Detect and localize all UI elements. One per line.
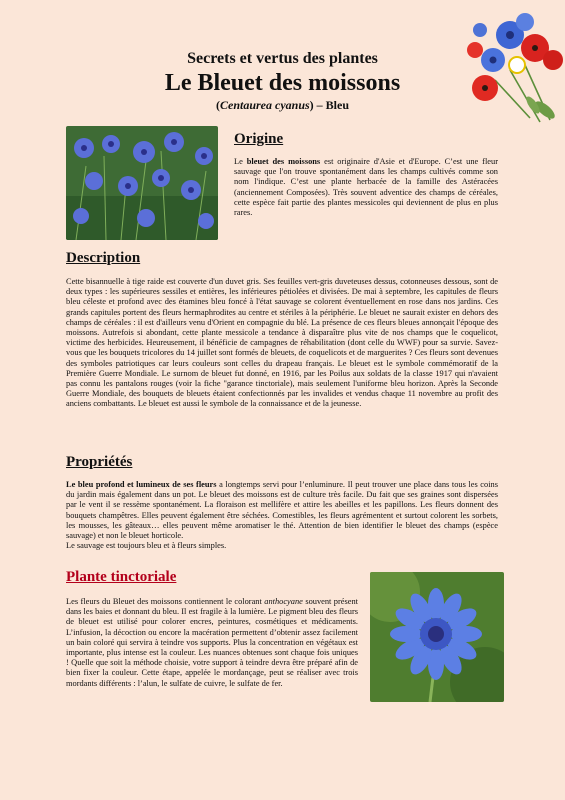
page-title: Le Bleuet des moissons <box>164 70 401 96</box>
proprietes-paragraph <box>66 480 498 551</box>
cornflower-closeup-photo <box>370 572 504 702</box>
origine-text-before: Le <box>234 157 247 166</box>
tinctoriale-paragraph <box>66 597 358 689</box>
page-header <box>0 50 565 112</box>
section-title-origine: Origine <box>234 131 284 147</box>
proprietes-bold-lead: Le bleu profond et lumineux de ses fleurs <box>66 480 217 489</box>
tinctoriale-text-after: souvent présent dans les baies et donnant du bleu. Il est fragile à la lumière. Le pigment bleu des fleurs de bleuet est utilisé pour colorer encres, peintures, cosmétiques et médicaments. L’infusion, la décoction ou encore la macération permettent d’obtenir assez facilement un bain coloré qui servira à teindre vos supports. Plus la concentration en végétaux est importante, plus intense est la couleur. Les nuances obtenues sont chaque fois uniques ! Quelle que soit la méthode choisie, votre support à teindre devra être préparé afin de bien fixer la couleur. Cette étape, appelée le mordançage, peut se réaliser avec trois mordants différents : l’alun, le sulfate de cuivre, le sulfate de fer. <box>66 597 358 688</box>
origine-text-after: est originaire d'Asie et d'Europe. C’est une fleur sauvage que l'on trouve spontanément dans les champs cultivés comme son nom l'indique. C’est une plante herbacée de la famille des Astéracées (anciennement Composées). Très souvent adventice des champs de céréales, cette espèce fait partie des plantes messicoles qui deviennent de plus en plus rares. <box>234 157 498 218</box>
cornflower-field-photo <box>66 126 218 240</box>
origine-paragraph <box>234 157 498 218</box>
proprietes-text-after: a longtemps servi pour l’enluminure. Il peut trouver une place dans tous les coins du jardin mais également dans un pot. Le bleuet des moissons est de culture très facile. Du fait que ses graines sont dispersées par le vent il se ressème spontanément. La floraison est mellifère et attire les abeilles et les papillons. Les fleurs donnent des bouquets champêtres. Elles peuvent également être séchées. Comestibles, les fleurs agrémentent et surtout colorent les sorbets, les mousses, les gâteaux… elles peuvent même aromatiser le thé. Attention de bien identifier le bleuet des champs (espèce sauvage) et non le bleuet horticole. <box>66 480 498 541</box>
description-paragraph: Cette bisannuelle à tige raide est couverte d'un duvet gris. Ses feuilles vert-gris duveteuses dessus, cotonneuses dessous, sont de deux types : les supérieures sessiles et entières, les inférieures pétiolées et divisées. De mai à septembre, les capitules de fleurs bleu céleste et profond avec des étamines bleu foncé à l'état sauvage se colorent éventuellement en rose dans nos jardins. Ces grands capitules portent des fleurs hermaphrodites au centre et stériles à la périphérie. Le bleuet ne saurait exister en dehors des champs de céréales : il est d'ailleurs venu d'Orient en compagnie du blé. La présence de ces fleurs bleues annonçait l'époque des moissons. Autrefois si abondant, cette plante messicole a tendance à disparaître plus vite de nos champs que le coquelicot, victime des herbicides. Heureusement, il bénéficie de campagnes de réhabilitation (dont celle du WWF) pour sa survie. Savez-vous que les bouquets tricolores du 14 juillet sont formés de bleuets, de coquelicots et de marguerites ? Ces fleurs sont devenues des symboles patriotiques car leurs couleurs sont celles du drapeau français. Le bleuet est le symbole commémoratif de la Première Guerre Mondiale. Le surnom de bleuet fut donné, en 1916, par les Poilus aux soldats de la classe 1917 qui n'avaient pas connu les pantalons rouges (voir la fiche "garance tinctoriale), mais seulement l'uniforme bleu horizon. Après la Seconde Guerre Mondiale, des bouquets de bleuets étaient confectionnés par les invalides et vendus chaque 11 novembre au profit des anciens combattants. Le bleuet est aussi le symbole de la connaissance et de la jeunesse. <box>66 277 498 409</box>
page-subtitle: Secrets et vertus des plantes <box>187 50 378 67</box>
section-title-tinctoriale: Plante tinctoriale <box>66 569 177 585</box>
origine-bold-lead: bleuet des moissons <box>246 157 321 166</box>
tinctoriale-text-before: Les fleurs du Bleuet des moissons contiennent le colorant <box>66 597 265 606</box>
section-title-description: Description <box>66 250 141 266</box>
latin-name-line: (Centaurea cyanus) – Bleu <box>215 98 350 112</box>
latin-suffix: – Bleu <box>313 98 350 112</box>
proprietes-last-line: Le sauvage est toujours bleu et à fleurs simples. <box>66 541 227 551</box>
section-title-proprietes: Propriétés <box>66 454 133 470</box>
latin-name: Centaurea cyanus <box>219 98 310 112</box>
tinctoriale-italic-word: anthocyane <box>264 597 303 606</box>
